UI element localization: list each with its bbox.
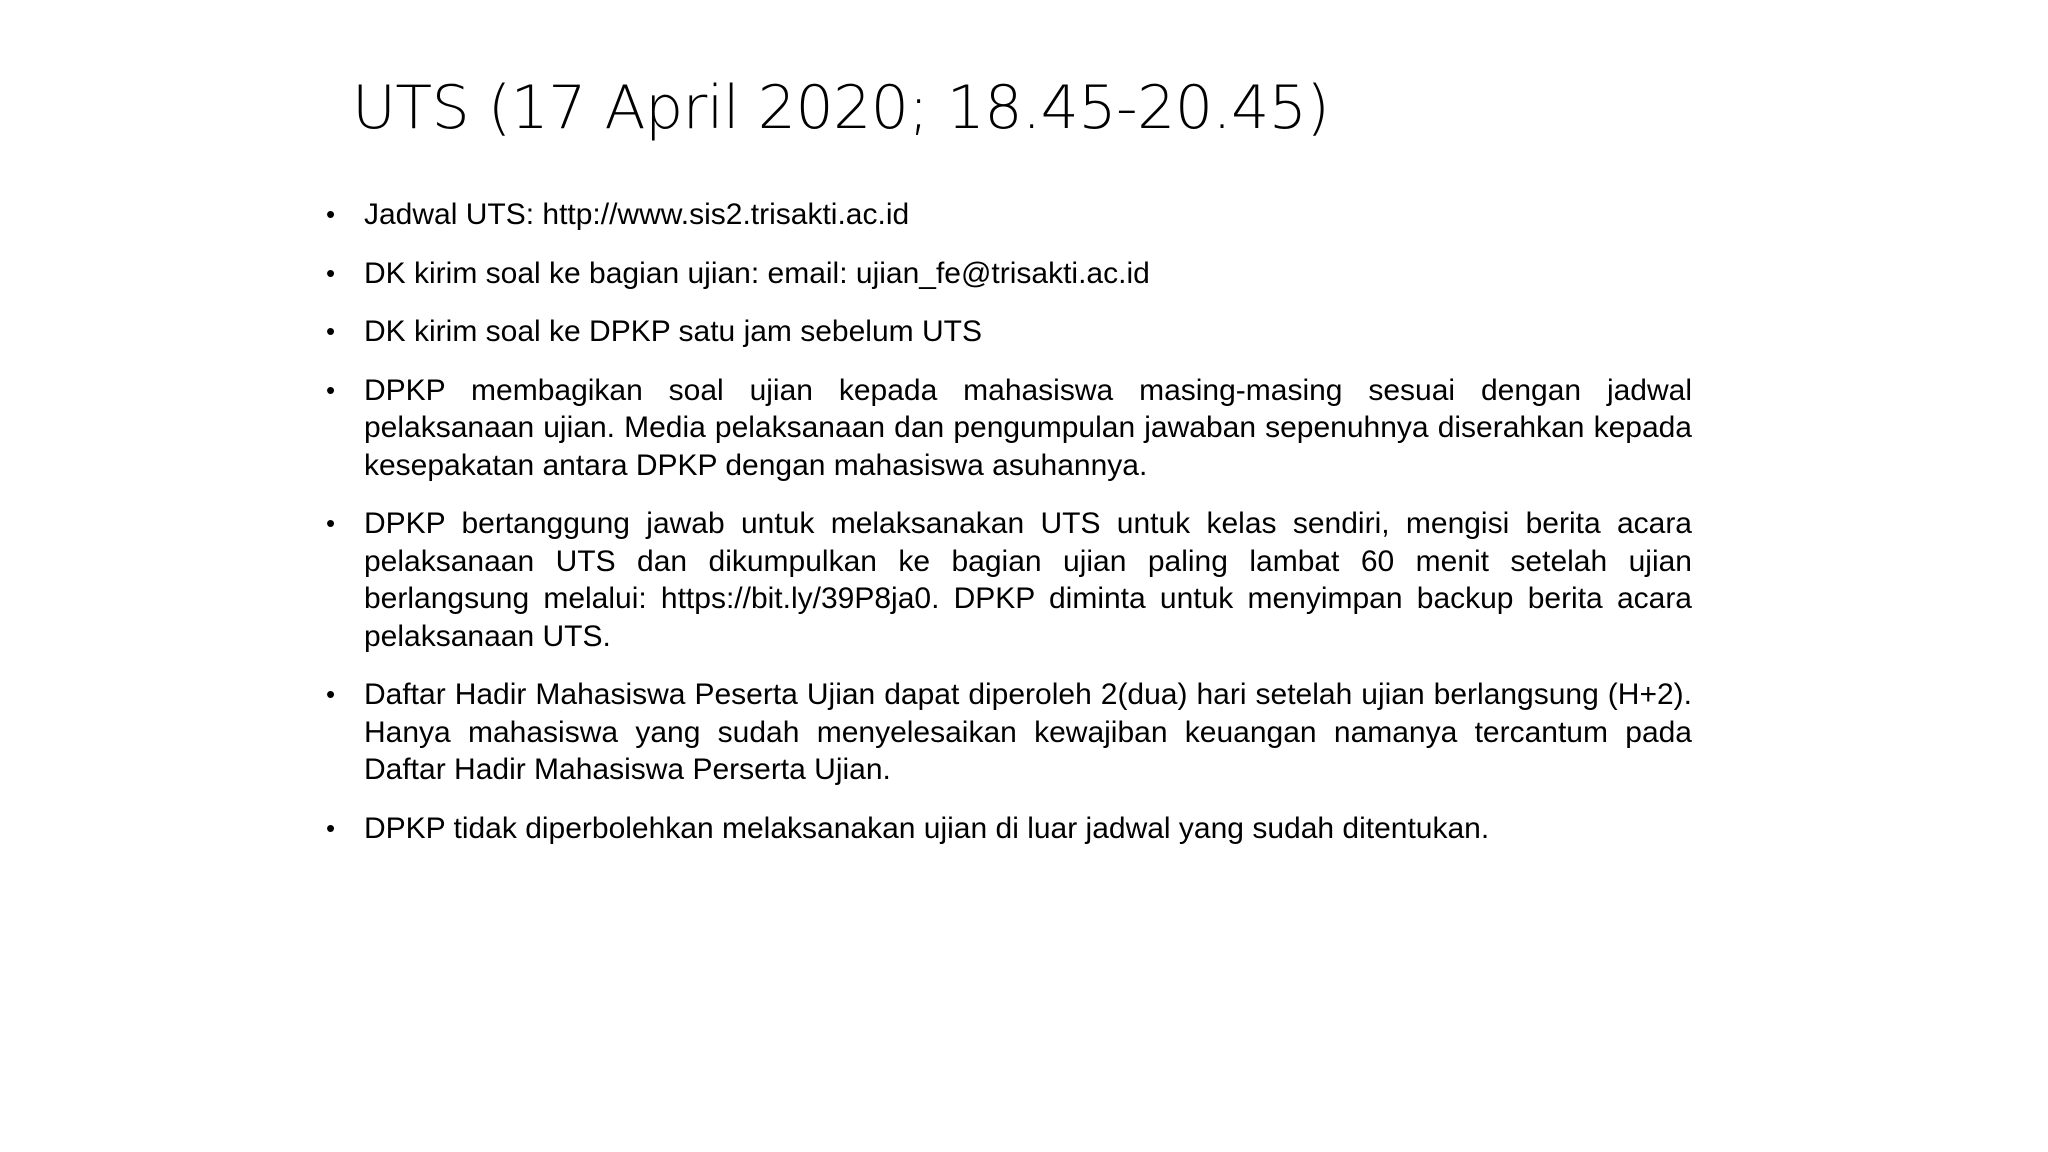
bullet-icon: • [326,316,336,346]
bullet-text: Jadwal UTS: http://www.sis2.trisakti.ac.id [364,198,910,231]
bullet-icon: • [326,199,336,229]
bullet-text: DPKP bertanggung jawab untuk melaksanakan UTS untuk kelas sendiri, mengisi berita acara pelaksanaan UTS dan dikumpulkan ke bagian ujian paling lambat 60 menit setelah ujian berlangsung melalui: https://bit.ly/39P8ja0. DPKP diminta untuk menyimpan backup berita acara pelaksanaan UTS. [364,507,1692,653]
bullet-list [322,196,1692,868]
bullet-icon: • [326,374,336,405]
bullet-text: DK kirim soal ke bagian ujian: email: ujian_fe@trisakti.ac.id [364,256,1150,290]
bullet-item-2 [322,255,1692,293]
bullet-text: Daftar Hadir Mahasiswa Peserta Ujian dapat diperoleh 2(dua) hari setelah ujian berlangsung (H+2). Hanya mahasiswa yang sudah menyelesaikan kewajiban keuangan namanya tercantum pada Daftar Hadir Mahasiswa Perserta Ujian. [364,678,1692,786]
bullet-item-1 [322,196,1692,234]
bullet-icon: • [326,508,336,538]
bullet-text: DK kirim soal ke DPKP satu jam sebelum UTS [364,315,982,348]
bullet-text: DPKP membagikan soal ujian kepada mahasiswa masing-masing sesuai dengan jadwal pelaksanaan ujian. Media pelaksanaan dan pengumpulan jawaban sepenuhnya diserahkan kepada kesepakatan antara DPKP dengan mahasiswa asuhannya. [364,373,1692,482]
bullet-icon: • [326,812,336,843]
bullet-item-5 [322,505,1692,655]
bullet-icon: • [326,679,336,709]
bullet-item-6 [322,676,1692,789]
bullet-item-4 [322,372,1692,485]
slide-title: UTS (17 April 2020; 18.45-20.45) [352,73,1330,143]
bullet-item-7 [322,810,1692,848]
bullet-icon: • [326,257,336,288]
bullet-text: DPKP tidak diperbolehkan melaksanakan ujian di luar jadwal yang sudah ditentukan. [364,811,1490,845]
bullet-item-3 [322,313,1692,351]
